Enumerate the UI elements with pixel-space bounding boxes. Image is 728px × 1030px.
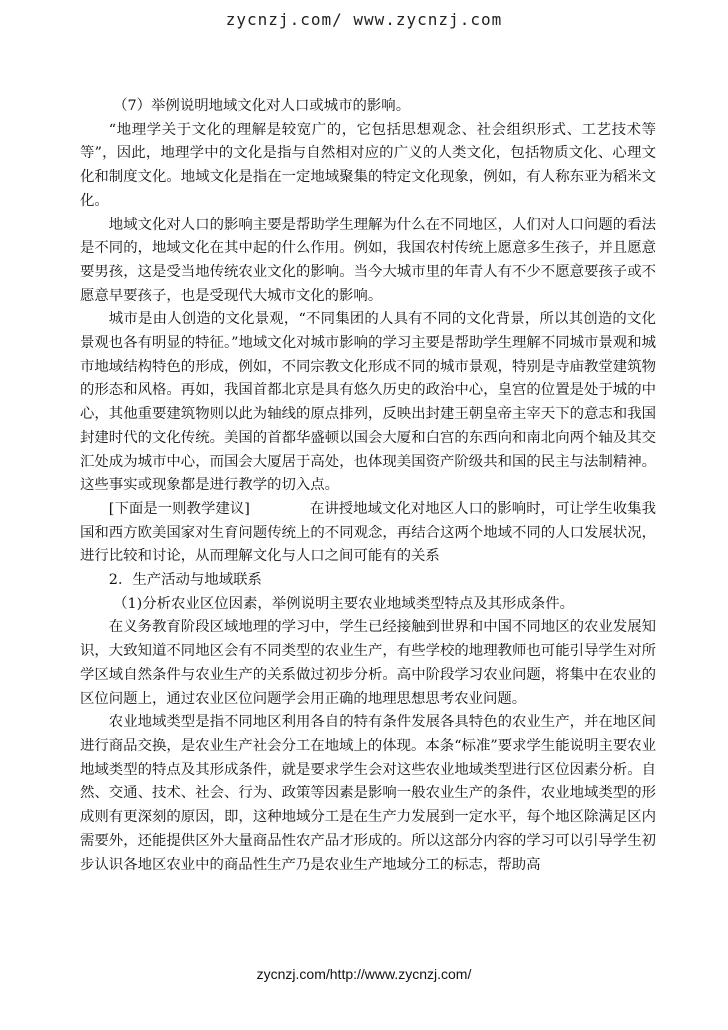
paragraph-culture-population: 地域文化对人口的影响主要是帮助学生理解为什么在不同地区，人们对人口问题的看法是不同的，地域文化在其中起的什么作用。例如，我国农村传统上愿意多生孩子，并且愿意要男孩，这是受当地传统农业文化的影响。当今大城市里的年青人有不少不愿意要孩子或不愿意早要孩子，也是受现代大城市文化的影响。 [80,216,656,304]
subsection-heading-1: （1)分析农业区位因素，举例说明主要农业地域类型特点及其形成条件。 [113,595,574,612]
teaching-suggestion-text: 在讲授地域文化对地区人口的影响时，可让学生收集我国和西方欧美国家对生育问题传统上的不同观念，再结合这两个地域不同的人口发展状况，进行比较和讨论，从而理解文化与人口之间可能有的关系 [80,500,656,565]
paragraph-agriculture-regions: 农业地域类型是指不同地区利用各自的特有条件发展各具特色的农业生产，并在地区间进行商品交换，是农业生产社会分工在地域上的体现。本条“标准”要求学生能说明主要农业地域类型的特点及其形成条件，就是要求学生会对这些农业地域类型进行区位因素分析。自然、交通、技术、社会、行为、政策等因素是影响一般农业生产的条件，农业地域类型的形成则有更深刻的原因，即，这种地域分工是在生产力发展到一定水平，每个地区除满足区内需要外，还能提供区外大量商品性农产品才形成的。所以这部分内容的学习可以引导学生初步认识各地区农业中的商品性生产乃是农业生产地域分工的标志，帮助高 [80,714,656,873]
paragraph-culture-definition: “地理学关于文化的理解是较宽广的，它包括思想观念、社会组织形式、工艺技术等等”，因此，地理学中的文化是指与自然相对应的广义的人类文化，包括物质文化、心理文化和制度文化。地域文化是指在一定地域聚集的特定文化现象，例如，有人称东亚为稻米文化。 [80,121,656,209]
section-heading-7: （7）举例说明地域文化对人口或城市的影响。 [113,98,411,114]
paragraph-agriculture-background: 在义务教育阶段区域地理的学习中，学生已经接触到世界和中国不同地区的农业发展知识，大致知道不同地区会有不同类型的农业生产，有些学校的地理教师也可能引导学生对所学区域自然条件与农业生产的关系做过初步分析。高中阶段学习农业问题，将集中在农业的区位问题上，通过农业区位问题学会用正确的地理思想思考农业问题。 [80,619,656,707]
paragraph-teaching-suggestion [80,498,656,569]
page-footer-watermark: zycnzj.com/http://www.zycnzj.com/ [256,966,472,982]
page-header-watermark: zycnzj.com/ www.zycnzj.com [225,10,503,29]
document-body [80,95,656,877]
teaching-suggestion-label: [下面是一则教学建议] [108,500,250,517]
section-heading-2: 2．生产活动与地域联系 [108,572,262,589]
paragraph-culture-city: 城市是由人创造的文化景观，“不同集团的人具有不同的文化背景，所以其创造的文化景观也各有明显的特征。”地域文化对城市影响的学习主要是帮助学生理解不同城市景观和城市地域结构特色的形成，例如，不同宗教文化形成不同的城市景观，特别是寺庙教堂建筑物的形态和风格。再如，我国首都北京是具有悠久历史的政治中心，皇宫的位置是处于城的中心，其他重要建筑物则以此为轴线的原点排列，反映出封建王朝皇帝主宰天下的意志和我国封建时代的文化传统。美国的首都华盛顿以国会大厦和白宫的东西向和南北向两个轴及其交汇处成为城市中心，而国会大厦居于高处，也体现美国资产阶级共和国的民主与法制精神。这些事实或现象都是进行教学的切入点。 [80,311,656,494]
